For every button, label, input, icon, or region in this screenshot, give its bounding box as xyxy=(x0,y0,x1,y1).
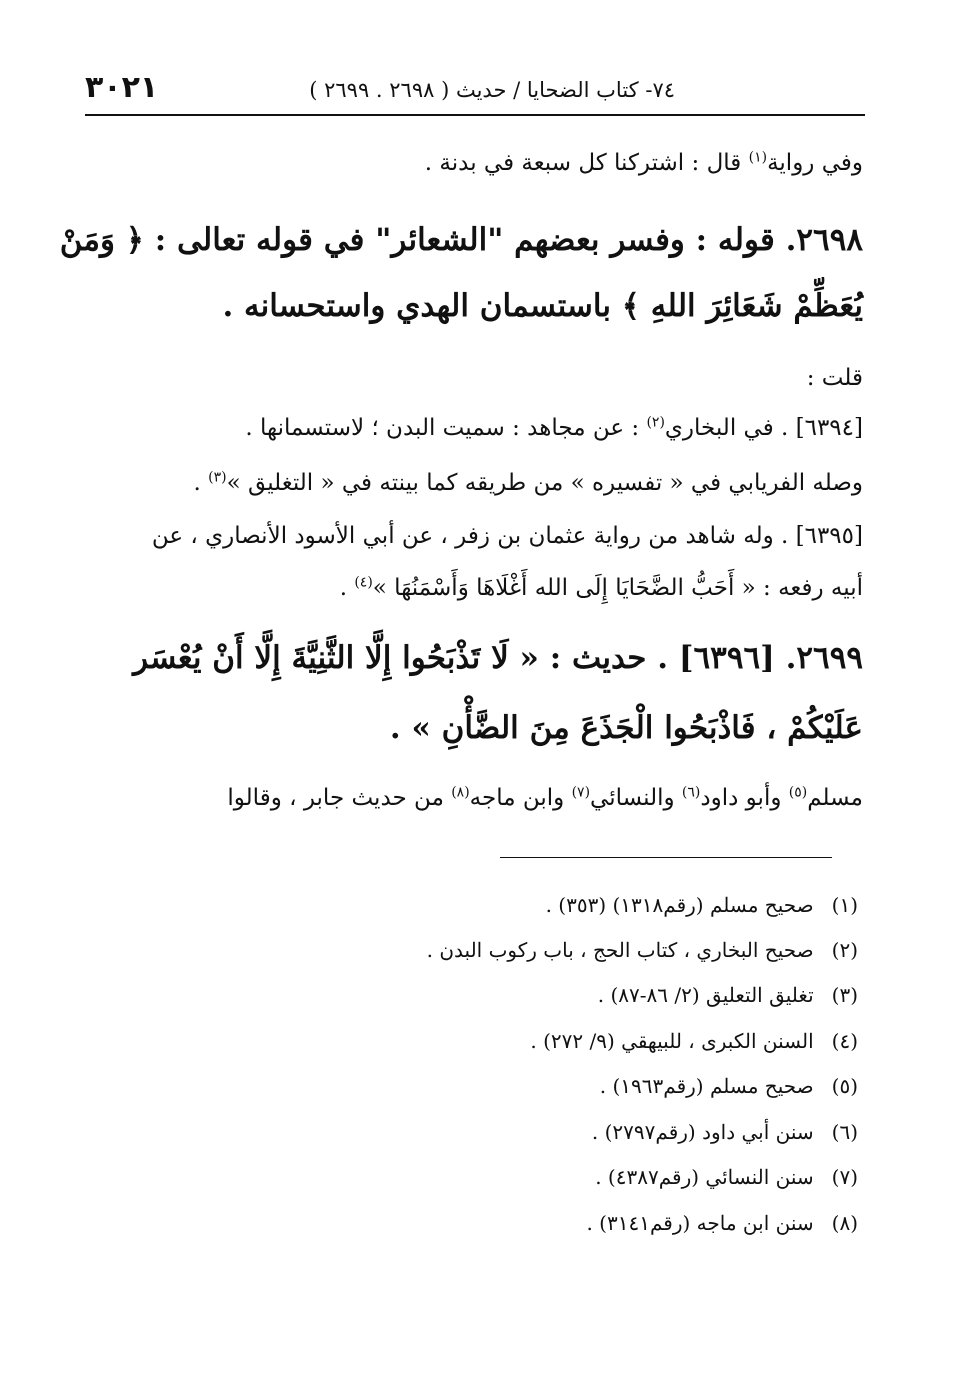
header-divider xyxy=(85,114,865,116)
hadith-2699-line2: عَلَيْكُمْ ، فَاذْبَحُوا الْجَذَعَ مِنَ الضَّأْنِ » . xyxy=(389,710,863,746)
footnote-text: صحيح مسلم (رقم١٩٦٣) . xyxy=(599,1074,814,1098)
footnote-number: (١) xyxy=(831,893,858,917)
footnote-ref: (١) xyxy=(748,149,768,166)
footnote-number: (٨) xyxy=(831,1211,858,1235)
body-line-wasala: وصله الفريابي في « تفسيره » من طريقه كما بينته في « التغليق »$^{(٣)}$ . xyxy=(193,469,863,496)
footnote-3 xyxy=(598,983,858,1007)
footnote-text: سنن ابن ماجه (رقم٣١٤١) . xyxy=(586,1211,814,1235)
footnote-text: صحيح مسلم (رقم١٣١٨) (٣٥٣) . xyxy=(545,893,814,917)
footnote-4 xyxy=(530,1029,858,1053)
footnote-ref: (٨) xyxy=(451,784,470,801)
body-line-riwaya: وفي رواية$^{(١)}$ قال : اشتركنا كل سبعة في بدنة . xyxy=(424,149,863,176)
footnote-text: السنن الكبرى ، للبيهقي (٩/ ٢٧٢) . xyxy=(530,1029,814,1053)
footnote-ref: (٥) xyxy=(788,784,808,801)
footnote-number: (٢) xyxy=(831,938,858,962)
footnote-text: صحيح البخاري ، كتاب الحج ، باب ركوب البدن . xyxy=(426,938,814,962)
footnote-1 xyxy=(546,893,858,917)
footnote-number: (٦) xyxy=(831,1120,858,1144)
footnote-ref: (٦) xyxy=(681,784,701,801)
footnote-8 xyxy=(586,1211,858,1235)
hadith-2699-line1: ٢٦٩٩. [٦٣٩٦] . حديث : « لَا تَذْبَحُوا إِلَّا الثَّنِيَّةَ إِلَّا أَنْ يُعْسَر xyxy=(133,640,863,676)
page-header xyxy=(85,70,865,110)
footnote-number: (٥) xyxy=(831,1074,858,1098)
qult-heading: قلت : xyxy=(806,365,863,391)
hadith-2698-line2: يُعَظِّمْ شَعَائِرَ اللهِ ﴾ باستسمان الهدي واستحسانه . xyxy=(222,288,863,324)
footnote-ref: (٣) xyxy=(208,469,227,486)
footnote-text: سنن النسائي (رقم٤٣٨٧) . xyxy=(595,1165,814,1189)
footnote-ref: (٧) xyxy=(571,784,591,801)
footnote-5 xyxy=(600,1074,858,1098)
footnote-number: (٧) xyxy=(831,1165,858,1189)
body-line-abihi: أبيه رفعه : « أَحَبُّ الضَّحَايَا إِلَى الله أَغْلَاهَا وَأَسْمَنُهَا »$^{(٤)}$ . xyxy=(339,574,863,601)
footnote-ref: (٢) xyxy=(646,414,665,431)
footnote-text: سنن أبي داود (رقم٢٧٩٧) . xyxy=(591,1120,814,1144)
footnote-number: (٣) xyxy=(831,983,858,1007)
body-line-muslim: مسلم$^{(٥)}$ وأبو داود$^{(٦)}$ والنسائي$^{(٧)}$ وابن ماجه$^{(٨)}$ من حديث جابر ، وقالوا xyxy=(227,784,863,811)
running-title: ٧٤- كتاب الضحايا / حديث ( ٢٦٩٨ . ٢٦٩٩ ) xyxy=(309,78,675,102)
body-line-6395: [٦٣٩٥] . وله شاهد من رواية عثمان بن زفر ، عن أبي الأسود الأنصاري ، عن xyxy=(151,523,863,549)
footnote-6 xyxy=(592,1120,858,1144)
page-number: ٣٠٢١ xyxy=(85,70,159,105)
hadith-2698-line1: ٢٦٩٨. قوله : وفسر بعضهم "الشعائر" في قوله تعالى : ﴿ وَمَنْ xyxy=(59,222,863,258)
footnote-ref: (٤) xyxy=(354,574,373,591)
footnote-number: (٤) xyxy=(831,1029,858,1053)
footnote-divider xyxy=(500,857,832,858)
footnote-2 xyxy=(427,938,858,962)
footnote-text: تغليق التعليق (٢/ ٨٦-٨٧) . xyxy=(597,983,814,1007)
footnote-7 xyxy=(595,1165,858,1189)
body-line-6394: [٦٣٩٤] . في البخاري$^{(٢)}$ : عن مجاهد : سميت البدن ؛ لاستسمانها . xyxy=(245,414,863,441)
